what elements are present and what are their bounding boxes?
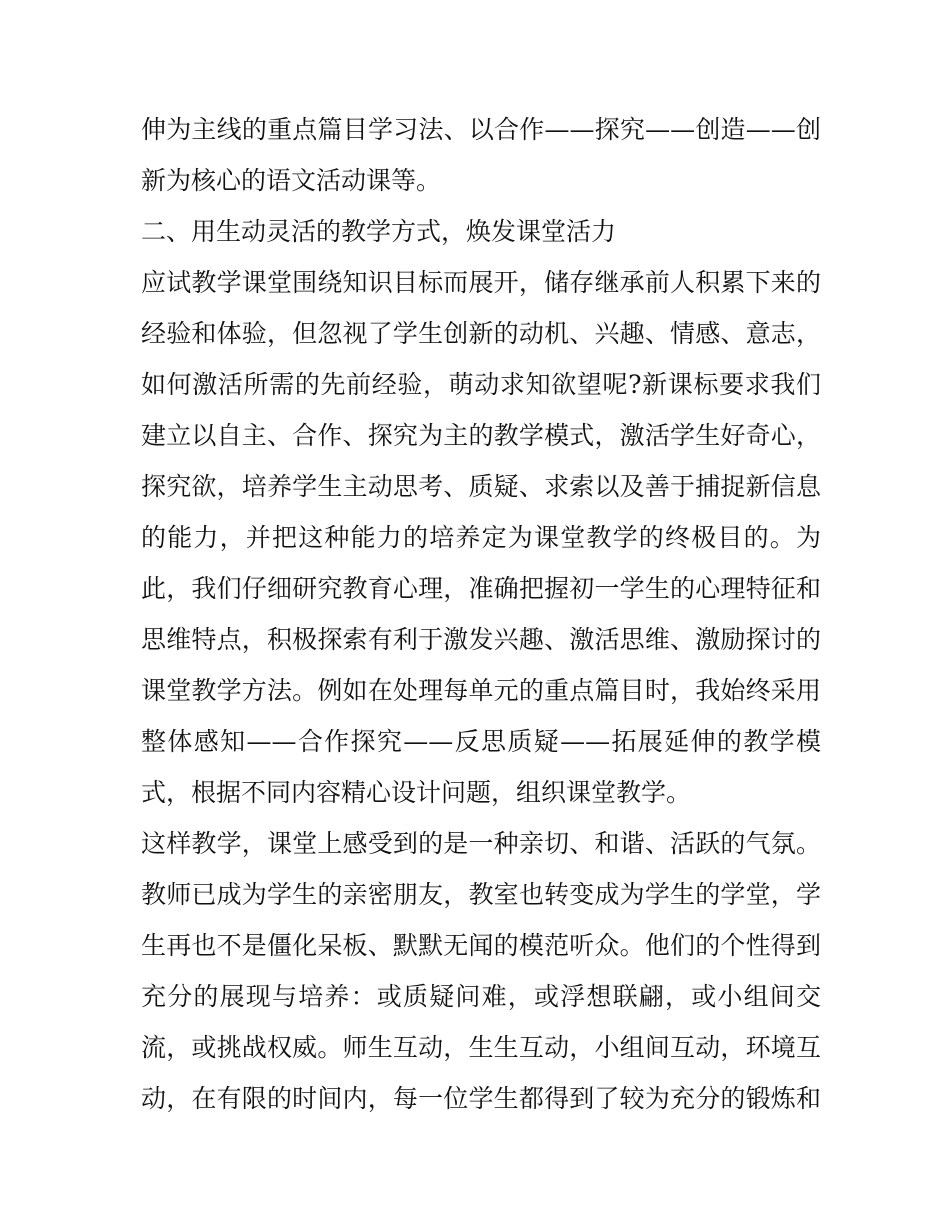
- text-line: 这样教学，课堂上感受到的是一种亲切、和谐、活跃的气氛。: [141, 829, 821, 858]
- text-line: 伸为主线的重点篇目学习法、以合作——探究——创造——创: [141, 115, 821, 144]
- text-line: 思维特点，积极探索有利于激发兴趣、激活思维、激励探讨的: [141, 625, 821, 654]
- text-line: 如何激活所需的先前经验，萌动求知欲望呢?新课标要求我们: [141, 370, 821, 399]
- text-line: 经验和体验，但忽视了学生创新的动机、兴趣、情感、意志，: [141, 319, 821, 348]
- text-line: 新为核心的语文活动课等。: [141, 166, 442, 195]
- text-line: 式，根据不同内容精心设计问题，组织课堂教学。: [141, 778, 692, 807]
- text-line: 二、用生动灵活的教学方式，焕发课堂活力: [141, 217, 617, 246]
- text-line: 充分的展现与培养：或质疑问难，或浮想联翩，或小组间交: [141, 982, 821, 1011]
- text-line: 流，或挑战权威。师生互动，生生互动，小组间互动，环境互: [141, 1033, 821, 1062]
- text-line: 整体感知——合作探究——反思质疑——拓展延伸的教学模: [141, 727, 821, 756]
- body-text: [141, 104, 821, 1124]
- text-line: 建立以自主、合作、探究为主的教学模式，激活学生好奇心，: [141, 421, 821, 450]
- text-line: 课堂教学方法。例如在处理每单元的重点篇目时，我始终采用: [141, 676, 821, 705]
- text-line: 此，我们仔细研究教育心理，准确把握初一学生的心理特征和: [141, 574, 821, 603]
- text-line: 应试教学课堂围绕知识目标而展开，储存继承前人积累下来的: [141, 268, 821, 297]
- text-line: 探究欲，培养学生主动思考、质疑、求索以及善于捕捉新信息: [141, 472, 821, 501]
- text-line: 动，在有限的时间内，每一位学生都得到了较为充分的锻炼和: [141, 1084, 821, 1113]
- text-line: 生再也不是僵化呆板、默默无闻的模范听众。他们的个性得到: [141, 931, 821, 960]
- text-line: 教师已成为学生的亲密朋友，教室也转变成为学生的学堂，学: [141, 880, 821, 909]
- text-line: 的能力，并把这种能力的培养定为课堂教学的终极目的。为: [141, 523, 821, 552]
